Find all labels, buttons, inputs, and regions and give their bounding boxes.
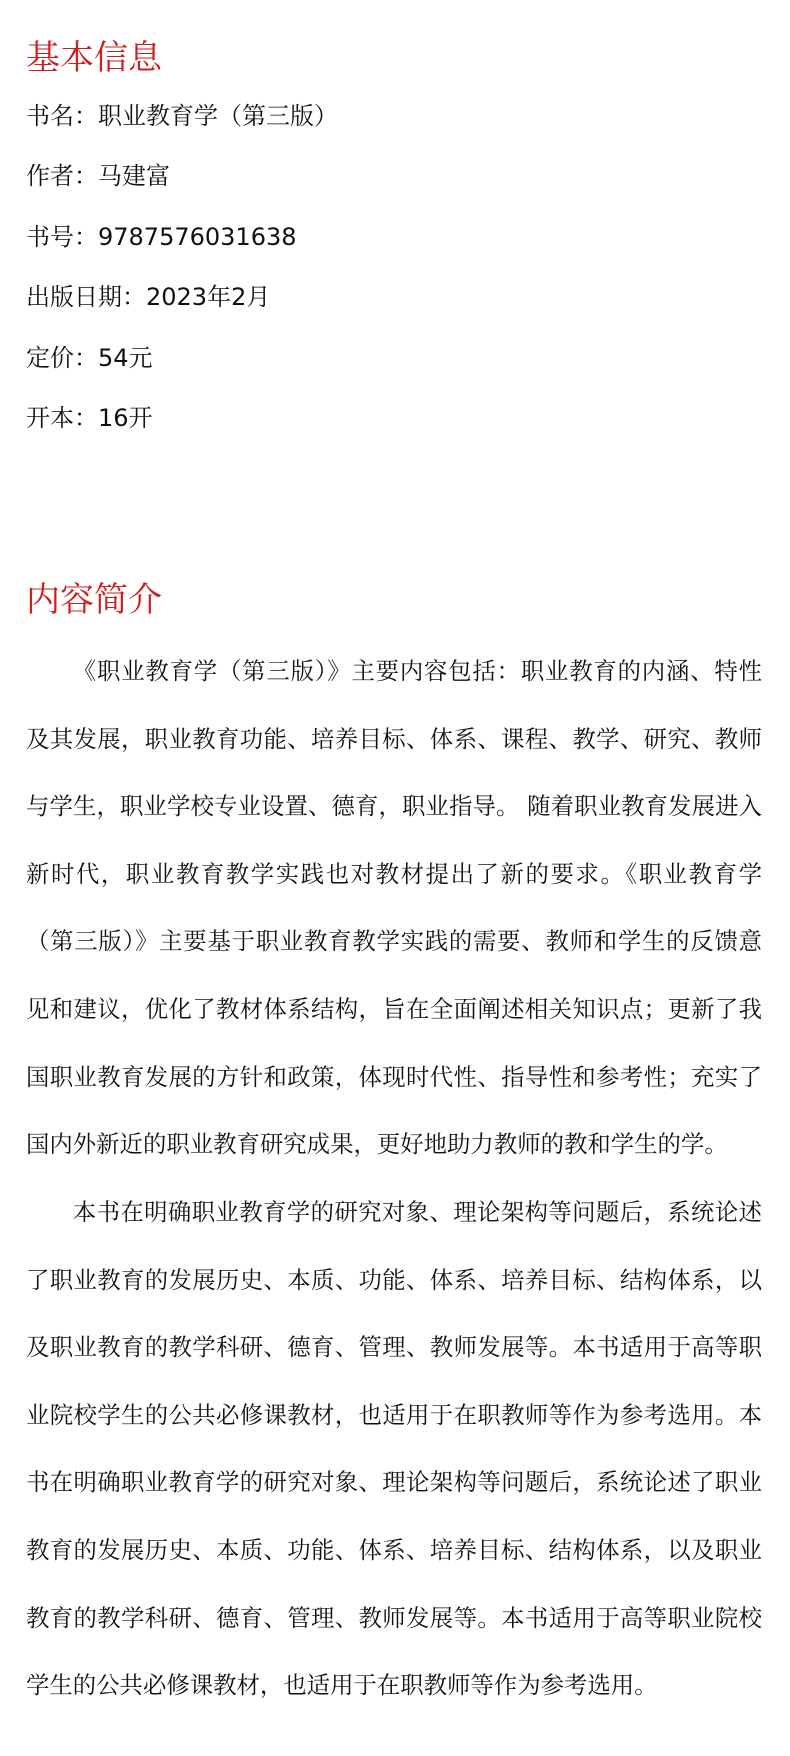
info-value: 9787576031638 bbox=[98, 223, 297, 251]
info-label: 出版日期： bbox=[26, 283, 146, 311]
summary-paragraph-2: 本书在明确职业教育学的研究对象、理论架构等问题后，系统论述了职业教育的发展历史、本质、功能、体系、培养目标、结构体系，以及职业教育的教学科研、德育、管理、教师发展等。本书适用于高等职业院校学生的公共必修课教材，也适用于在职教师等作为参考选用。本书在明确职业教育学的研究对象、理论架构等问题后，系统论述了职业教育的发展历史、本质、功能、体系、培养目标、结构体系，以及职业教育的教学科研、德育、管理、教师发展等。本书适用于高等职业院校学生的公共必修课教材，也适用于在职教师等作为参考选用。 bbox=[26, 1198, 762, 1700]
info-value: 2023年2月 bbox=[146, 283, 271, 311]
info-row-title bbox=[26, 101, 338, 131]
info-label: 定价： bbox=[26, 344, 98, 372]
info-value: 职业教育学（第三版） bbox=[98, 102, 338, 130]
info-label: 作者： bbox=[26, 162, 98, 190]
info-row-price bbox=[26, 343, 153, 373]
info-value: 16开 bbox=[98, 404, 153, 432]
info-row-isbn bbox=[26, 222, 297, 252]
info-label: 书号： bbox=[26, 223, 98, 251]
info-value: 马建富 bbox=[98, 162, 170, 190]
info-row-format bbox=[26, 403, 153, 433]
basic-info-heading: 基本信息 bbox=[26, 38, 162, 78]
info-label: 书名： bbox=[26, 102, 98, 130]
info-row-publish-date bbox=[26, 282, 270, 312]
info-value: 54元 bbox=[98, 344, 153, 372]
info-row-author bbox=[26, 161, 170, 191]
summary-heading: 内容简介 bbox=[26, 580, 162, 620]
summary-paragraph-1: 《职业教育学（第三版）》主要内容包括：职业教育的内涵、特性及其发展，职业教育功能、培养目标、体系、课程、教学、研究、教师与学生，职业学校专业设置、德育，职业指导。 随着职业教育发展进入新时代，职业教育教学实践也对教材提出了新的要求。《职业教育学（第三版）》主要基于职业教育教学实践的需要、教师和学生的反馈意见和建议，优化了教材体系结构，旨在全面阐述相关知识点；更新了我国职业教育发展的方针和政策，体现时代性、指导性和参考性；充实了国内外新近的职业教育研究成果，更好地助力教师的教和学生的学。 bbox=[26, 657, 762, 1159]
info-label: 开本： bbox=[26, 404, 98, 432]
